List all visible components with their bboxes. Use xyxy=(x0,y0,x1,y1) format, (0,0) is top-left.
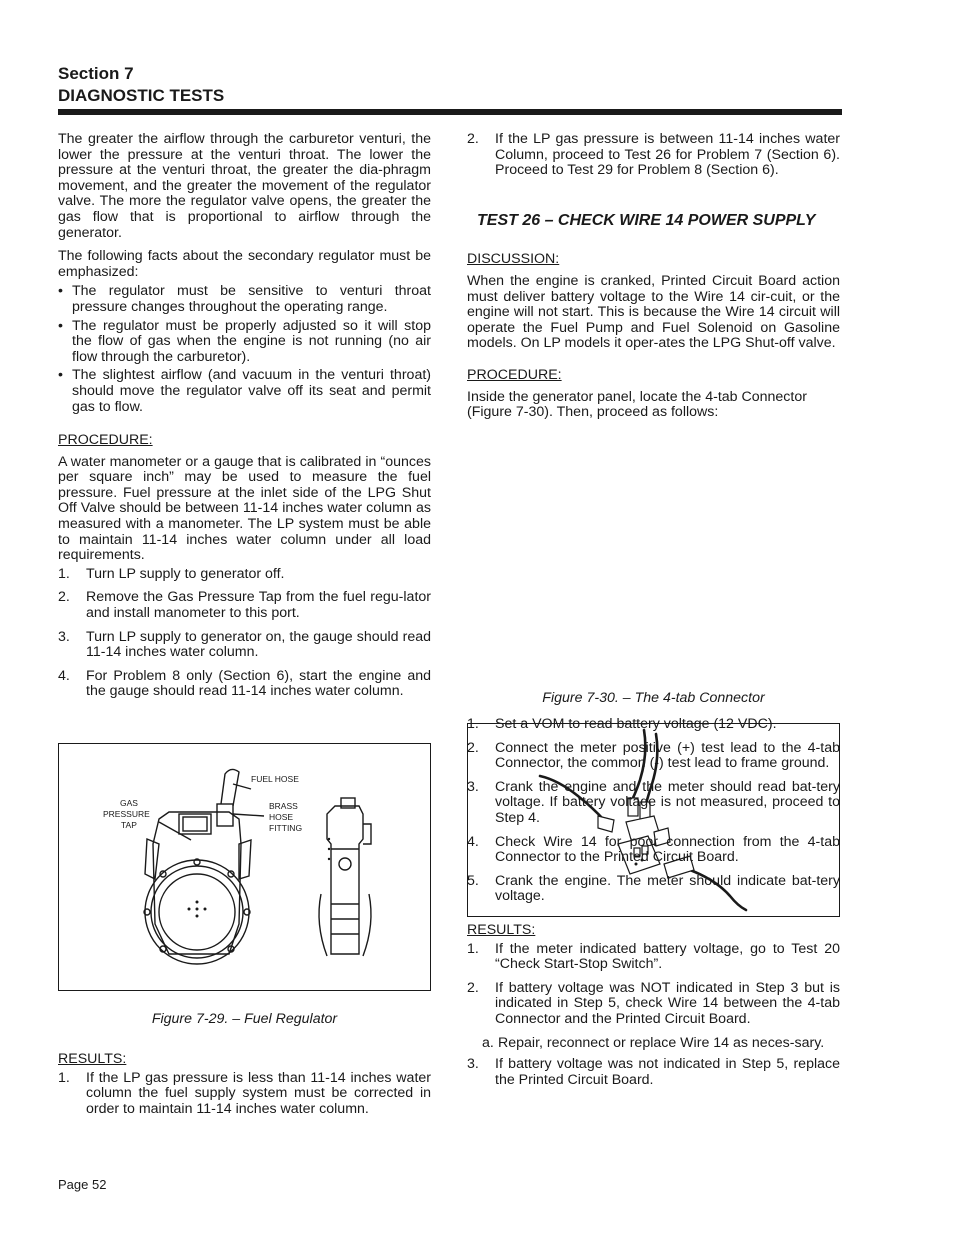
label-gas-pressure-tap-3: TAP xyxy=(121,820,137,830)
step-number: 4. xyxy=(58,667,70,684)
procedure-steps xyxy=(467,717,840,905)
sub-result xyxy=(482,1036,840,1052)
label-brass-hose-fitting-3: FITTING xyxy=(269,823,303,833)
list-item xyxy=(58,1071,431,1118)
sub-step-text: Repair, reconnect or replace Wire 14 as neces-sary. xyxy=(498,1034,825,1051)
list-item: • The slightest airflow (and vacuum in the venturi throat) should move the regulator valve off its seat and permit gas to flow. xyxy=(58,368,431,415)
step-text: Turn LP supply to generator off. xyxy=(86,565,285,582)
test-26-title: TEST 26 – CHECK WIRE 14 POWER SUPPLY xyxy=(477,211,816,229)
fuel-regulator-figure xyxy=(58,743,431,991)
procedure-text: Inside the generator panel, locate the 4-tab Connector (Figure 7-30). Then, proceed as follows: xyxy=(467,388,807,421)
list-item xyxy=(467,981,840,1028)
list-item xyxy=(467,780,840,827)
list-item xyxy=(58,567,431,583)
step-text: Crank the engine. The meter should indicate bat-tery voltage. xyxy=(495,872,840,905)
step-number: 5. xyxy=(467,872,479,889)
step-text: Crank the engine and the meter should read bat-tery voltage. If battery voltage is not measured, proceed to Step 4. xyxy=(495,778,840,826)
step-number: 3. xyxy=(467,778,479,795)
page-number: Page 52 xyxy=(58,1177,107,1192)
list-item: • The regulator must be properly adjusted so it will stop the flow of gas when the engine is not running (no air flow through the carburetor). xyxy=(58,319,431,366)
step-number: 1. xyxy=(467,940,479,957)
discussion-text: When the engine is cranked, Printed Circuit Board action must deliver battery voltage to the Wire 14 cir-cuit, or the engine will not start. This is because the Wire 14 circuit will operate the Fuel Pump and Fuel Solenoid on Gasoline models. On LP models it oper-ates the LPG Shut-off valve. xyxy=(467,272,840,352)
label-gas-pressure-tap-2: PRESSURE xyxy=(103,809,150,819)
procedure-heading: PROCEDURE: xyxy=(58,432,153,449)
list-item xyxy=(467,717,840,733)
step-text: Connect the meter positive (+) test lead to the 4-tab Connector, the common (-) test lead to frame ground. xyxy=(495,739,840,772)
list-item: • The regulator must be sensitive to venturi throat pressure changes throughout the operating range. xyxy=(58,284,431,315)
list-item xyxy=(467,874,840,905)
facts-intro: The following facts about the secondary regulator must be emphasized: xyxy=(58,248,431,280)
sub-step-letter: a. xyxy=(482,1034,494,1051)
list-item xyxy=(467,1057,840,1088)
figure-7-29-caption: Figure 7-29. – Fuel Regulator xyxy=(151,1011,338,1027)
results-list xyxy=(58,1071,431,1118)
right-lower xyxy=(467,717,840,1096)
figure-7-30-caption: Figure 7-30. – The 4-tab Connector xyxy=(542,690,765,706)
results-list-continued xyxy=(467,1057,840,1088)
results-heading: RESULTS: xyxy=(58,1051,127,1067)
procedure-steps xyxy=(58,567,431,700)
continued-results xyxy=(467,132,840,179)
step-text: Turn LP supply to generator on, the gauge should read 11-14 inches water column. xyxy=(86,628,431,661)
results-heading: RESULTS: xyxy=(467,921,536,938)
discussion-heading: DISCUSSION: xyxy=(467,251,560,268)
list-item xyxy=(58,590,431,621)
step-text: If the LP gas pressure is between 11-14 inches water Column, proceed to Test 26 for Problem 7 (Section 6). Proceed to Test 29 for Problem 8 (Section 6). xyxy=(495,131,840,179)
step-text: Set a VOM to read battery voltage (12 VDC). xyxy=(495,716,777,732)
right-column xyxy=(467,132,840,429)
label-brass-hose-fitting-1: BRASS xyxy=(269,801,298,811)
step-text: If the meter indicated battery voltage, go to Test 20 “Check Start-Stop Switch”. xyxy=(495,940,840,973)
list-item xyxy=(58,669,431,700)
procedure-text: A water manometer or a gauge that is calibrated in “ounces per square inch” may be used to measure the fuel pressure. Fuel pressure at the inlet side of the LPG Shut Off Valve should be between 11-14 inches water column as measured with a manometer. The LP system must be able to maintain 11-14 inches water column under all load requirements. xyxy=(58,453,431,564)
step-text: Check Wire 14 for poor connection from the 4-tab Connector to the Printed Circuit Board. xyxy=(495,833,840,866)
facts-list xyxy=(58,284,431,415)
intro-paragraph: The greater the airflow through the carburetor venturi, the lower the pressure at the venturi throat. The lower the pressure at the venturi throat, the greater the dia-phragm movement, and the greater the movement of the regulator valve. The more the regulator valve opens, the greater the gas flow that is proportional to airflow through the generator. xyxy=(58,131,431,241)
step-number: 4. xyxy=(467,833,479,850)
list-item xyxy=(467,942,840,973)
label-gas-pressure-tap-1: GAS xyxy=(120,798,138,808)
header-rule xyxy=(58,109,842,115)
step-number: 3. xyxy=(467,1056,479,1073)
left-column xyxy=(58,132,431,708)
step-number: 1. xyxy=(467,716,479,732)
section-number: Section 7 xyxy=(58,64,134,83)
fuel-regulator-illustration xyxy=(59,744,430,990)
step-number: 2. xyxy=(58,589,70,606)
step-number: 2. xyxy=(467,739,479,756)
step-number: 2. xyxy=(467,131,479,147)
step-text: If battery voltage was NOT indicated in Step 3 but is indicated in Step 5, check Wire 14 between the 4-tab Connector and the Printed Circuit Board. xyxy=(495,979,840,1027)
list-item xyxy=(467,132,840,179)
results-list xyxy=(467,942,840,1028)
step-number: 2. xyxy=(467,979,479,996)
step-number: 1. xyxy=(58,565,70,582)
step-number: 3. xyxy=(58,628,70,645)
label-brass-hose-fitting-2: HOSE xyxy=(269,812,294,822)
step-text: If battery voltage was not indicated in Step 5, replace the Printed Circuit Board. xyxy=(495,1056,840,1088)
left-results xyxy=(58,1052,431,1125)
step-text: Remove the Gas Pressure Tap from the fuel regu-lator and install manometer to this port. xyxy=(86,589,431,622)
list-item xyxy=(58,630,431,661)
step-text: For Problem 8 only (Section 6), start the engine and the gauge should read 11-14 inches water column. xyxy=(86,667,431,700)
section-title: DIAGNOSTIC TESTS xyxy=(58,86,225,105)
list-item xyxy=(467,741,840,772)
list-item xyxy=(467,835,840,866)
label-fuel-hose: FUEL HOSE xyxy=(251,774,299,784)
step-number: 1. xyxy=(58,1069,70,1086)
step-text: If the LP gas pressure is less than 11-14 inches water column the fuel supply system must be corrected in order to maintain 11-14 inches water column. xyxy=(86,1069,431,1117)
procedure-heading: PROCEDURE: xyxy=(467,366,562,383)
